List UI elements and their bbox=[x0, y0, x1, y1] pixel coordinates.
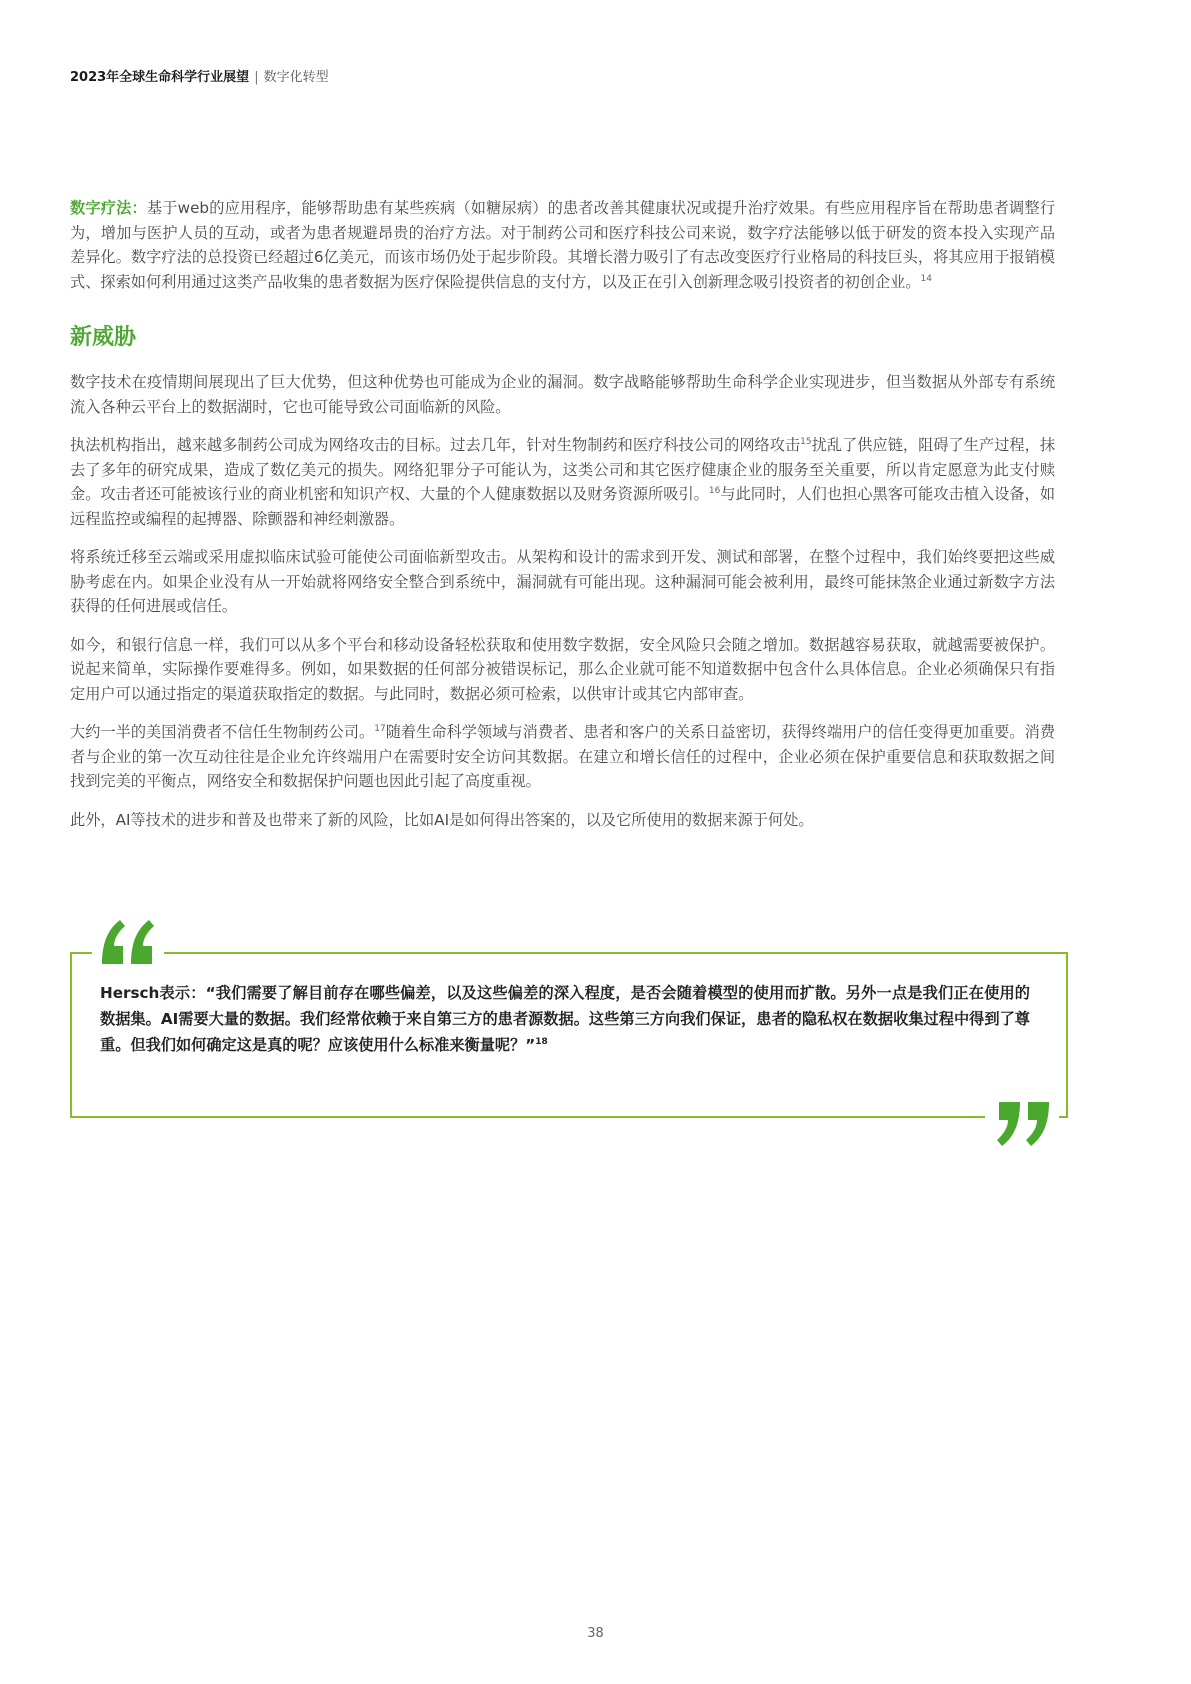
intro-paragraph bbox=[70, 196, 1055, 294]
paragraph-2 bbox=[70, 433, 1055, 531]
section-heading: 新威胁 bbox=[70, 325, 137, 350]
paragraph-2-part-b: 扰乱了供应链，阻碍了生产过程，抹去了多年的研究成果，造成了数亿美元的损失。网络犯罪分子可能认为，这类公司和其它医疗健康企业的服务至关重要，所以肯定愿意为此支付赎金。攻击者还可能被该行业的商业机密和知识产权、大量的个人健康数据以及财务资源所吸引。 bbox=[70, 436, 1056, 503]
paragraph-5-part-a: 大约一半的美国消费者不信任生物制药公司。 bbox=[70, 723, 375, 741]
footnote-ref: 17 bbox=[374, 723, 386, 734]
footnote-ref: 16 bbox=[708, 485, 721, 496]
report-title: 2023年全球生命科学行业展望 bbox=[70, 70, 250, 85]
paragraph-6: 此外，AI等技术的进步和普及也带来了新的风险，比如AI是如何得出答案的，以及它所使用的数据来源于何处。 bbox=[70, 810, 814, 829]
footnote-ref: 15 bbox=[800, 436, 812, 447]
section-name: 数字化转型 bbox=[263, 70, 329, 85]
open-quote-icon bbox=[92, 912, 164, 968]
paragraph-5 bbox=[70, 720, 1055, 794]
paragraph-2-part-c: 与此同时，人们也担心黑客可能攻击植入设备，如远程监控或编程的起搏器、除颤器和神经刺激器。 bbox=[70, 485, 1056, 528]
quote-text bbox=[100, 980, 1030, 1058]
footnote-ref: 14 bbox=[920, 273, 932, 284]
paragraph-1: 数字技术在疫情期间展现出了巨大优势，但这种优势也可能成为企业的漏洞。数字战略能够帮助生命科学企业实现进步，但当数据从外部专有系统流入各种云平台上的数据湖时，它也可能导致公司面临新的风险。 bbox=[70, 373, 1055, 416]
paragraph-4: 如今，和银行信息一样，我们可以从多个平台和移动设备轻松获取和使用数字数据，安全风险只会随之增加。数据越容易获取，就越需要被保护。说起来简单，实际操作要难得多。例如，如果数据的任何部分被错误标记，那么企业就可能不知道数据中包含什么具体信息。企业必须确保只有指定用户可以通过指定的渠道获取指定的数据。与此同时，数据必须可检索，以供审计或其它内部审查。 bbox=[70, 635, 1055, 703]
header-separator: | bbox=[254, 70, 259, 85]
page-header bbox=[70, 66, 329, 85]
intro-text: 基于web的应用程序，能够帮助患有某些疾病（如糖尿病）的患者改善其健康状况或提升治疗效果。有些应用程序旨在帮助患者调整行为，增加与医护人员的互动，或者为患者规避昂贵的治疗方法。对于制药公司和医疗科技公司来说，数字疗法能够以低于研发的资本投入实现产品差异化。数字疗法的总投资已经超过6亿美元，而该市场仍处于起步阶段。其增长潜力吸引了有志改变医疗行业格局的科技巨头，将其应用于报销模式、探索如何利用通过这类产品收集的患者数据为医疗保险提供信息的支付方，以及正在引入创新理念吸引投资者的初创企业。 bbox=[70, 199, 1056, 291]
main-content bbox=[70, 196, 1055, 846]
close-quote-icon bbox=[985, 1098, 1059, 1154]
paragraph-5-part-b: 随着生命科学领域与消费者、患者和客户的关系日益密切，获得终端用户的信任变得更加重要。消费者与企业的第一次互动往往是企业允许终端用户在需要时安全访问其数据。在建立和增长信任的过程中，企业必须在保护重要信息和获取数据之间找到完美的平衡点，网络安全和数据保护问题也因此引起了高度重视。 bbox=[70, 723, 1056, 790]
footnote-ref: 18 bbox=[535, 1036, 548, 1047]
term-label: 数字疗法： bbox=[70, 199, 147, 217]
paragraph-2-part-a: 执法机构指出，越来越多制药公司成为网络攻击的目标。过去几年，针对生物制药和医疗科技公司的网络攻击 bbox=[70, 436, 801, 454]
quote-body: Hersch表示：“我们需要了解目前存在哪些偏差，以及这些偏差的深入程度，是否会随着模型的使用而扩散。另外一点是我们正在使用的数据集。AI需要大量的数据。我们经常依赖于来自第三方的患者源数据。这些第三方向我们保证，患者的隐私权在数据收集过程中得到了尊重。但我们如何确定这是真的呢？应该使用什么标准来衡量呢？” bbox=[100, 984, 1030, 1054]
paragraph-3: 将系统迁移至云端或采用虚拟临床试验可能使公司面临新型攻击。从架构和设计的需求到开发、测试和部署，在整个过程中，我们始终要把这些威胁考虑在内。如果企业没有从一开始就将网络安全整合到系统中，漏洞就有可能出现。这种漏洞可能会被利用，最终可能抹煞企业通过新数字方法获得的任何进展或信任。 bbox=[70, 548, 1055, 615]
page-number: 38 bbox=[587, 1626, 604, 1641]
